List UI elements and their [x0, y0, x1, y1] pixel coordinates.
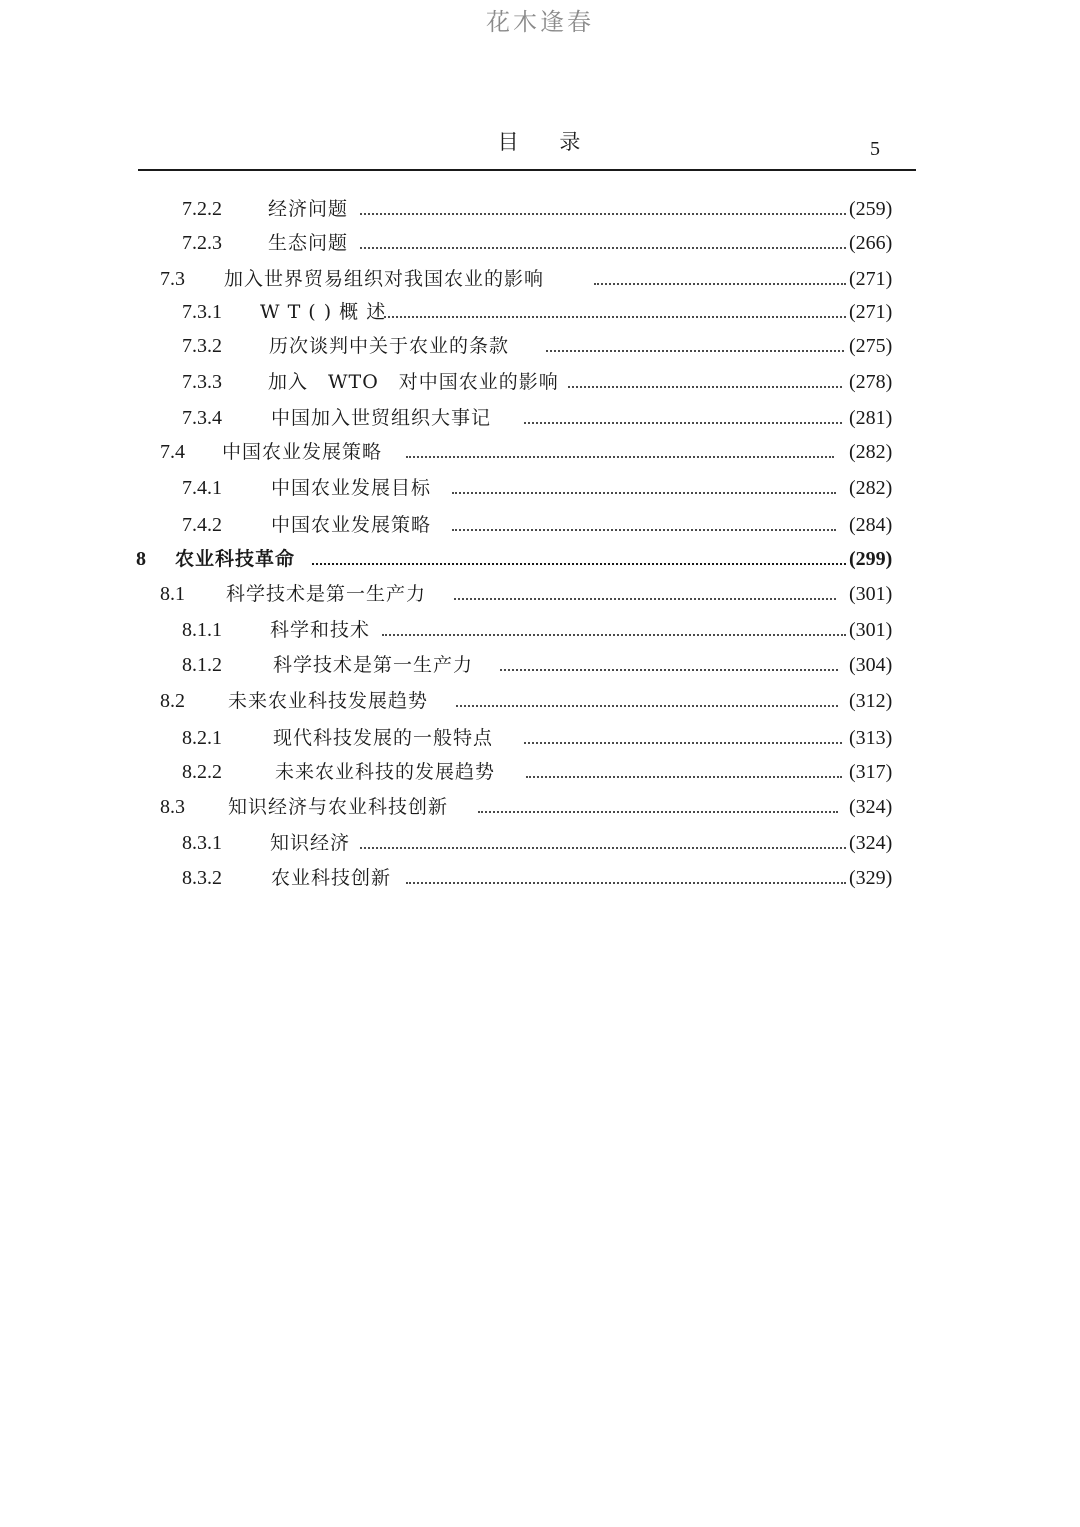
toc-entry-title: 加入世界贸易组织对我国农业的影响 — [224, 268, 545, 290]
toc-entry-page: (301) — [849, 583, 893, 605]
toc-entry-number: 7.4.1 — [182, 477, 222, 499]
toc-entry-number: 7.2.3 — [182, 232, 222, 254]
watermark-text: 花木逢春 — [486, 8, 594, 36]
toc-entry-title: 中国农业发展策略 — [271, 514, 432, 536]
toc-entry — [0, 367, 1080, 397]
toc-entry-page: (282) — [849, 441, 893, 463]
toc-leader-dots — [546, 350, 844, 352]
toc-entry — [0, 437, 1080, 467]
toc-entry-page: (312) — [849, 690, 893, 712]
toc-entry-title: 科学技术是第一生产力 — [273, 654, 474, 676]
toc-entry-number: 8.3.2 — [182, 867, 222, 889]
toc-entry — [0, 828, 1080, 858]
toc-entry-number: 7.4.2 — [182, 514, 222, 536]
toc-entry — [0, 863, 1080, 893]
toc-entry — [0, 194, 1080, 224]
toc-entry-number: 8.2.2 — [182, 761, 222, 783]
toc-entry-page: (324) — [849, 796, 893, 818]
toc-entry-page: (282) — [849, 477, 893, 499]
toc-entry-page: (271) — [849, 301, 893, 323]
toc-entry-page: (275) — [849, 335, 893, 357]
toc-entry — [0, 615, 1080, 645]
toc-entry-page: (299) — [849, 548, 893, 570]
toc-entry-title: 加入 WTO 对中国农业的影响 — [268, 371, 559, 393]
toc-entry — [0, 579, 1080, 609]
toc-entry-number: 8.1 — [160, 583, 185, 605]
toc-entry — [0, 228, 1080, 258]
toc-entry-title: 生态问题 — [268, 232, 349, 254]
toc-entry-number: 7.3.2 — [182, 335, 222, 357]
toc-leader-dots — [384, 316, 846, 318]
header-rule — [138, 169, 916, 171]
toc-leader-dots — [406, 882, 846, 884]
toc-entry — [0, 792, 1080, 822]
toc-entry-title: 未来农业科技发展趋势 — [228, 690, 429, 712]
toc-leader-dots — [360, 213, 846, 215]
toc-entry-number: 7.3.4 — [182, 407, 222, 429]
toc-leader-dots — [452, 529, 836, 531]
toc-leader-dots — [524, 422, 842, 424]
toc-entry — [0, 686, 1080, 716]
toc-entry — [0, 723, 1080, 753]
toc-leader-dots — [524, 742, 842, 744]
toc-entry-page: (266) — [849, 232, 893, 254]
toc-entry-page: (329) — [849, 867, 893, 889]
toc-entry — [0, 757, 1080, 787]
toc-entry-title: 未来农业科技的发展趋势 — [275, 761, 496, 783]
toc-entry-number: 7.4 — [160, 441, 185, 463]
toc-entry-title: 中国农业发展目标 — [271, 477, 432, 499]
toc-entry-number: 8.3 — [160, 796, 185, 818]
toc-entry-number: 8.3.1 — [182, 832, 222, 854]
toc-entry — [0, 510, 1080, 540]
toc-entry-number: 8.1.2 — [182, 654, 222, 676]
toc-entry-page: (304) — [849, 654, 893, 676]
toc-leader-dots — [456, 705, 838, 707]
toc-entry-title: W T ( ) 概 述 — [260, 301, 387, 323]
toc-leader-dots — [478, 811, 838, 813]
toc-entry-title: 农业科技创新 — [271, 867, 392, 889]
toc-entry-page: (284) — [849, 514, 893, 536]
toc-leader-dots — [454, 598, 836, 600]
toc-leader-dots — [568, 386, 842, 388]
toc-entry-title: 中国加入世贸组织大事记 — [271, 407, 492, 429]
toc-leader-dots — [382, 634, 846, 636]
toc-entry-number: 8.1.1 — [182, 619, 222, 641]
toc-entry-number: 7.3.1 — [182, 301, 222, 323]
toc-entry-page: (313) — [849, 727, 893, 749]
toc-entry-number: 8 — [136, 548, 146, 570]
toc-entry — [0, 473, 1080, 503]
toc-entry-title: 中国农业发展策略 — [222, 441, 383, 463]
toc-entry-page: (281) — [849, 407, 893, 429]
toc-entry — [0, 403, 1080, 433]
toc-leader-dots — [594, 283, 846, 285]
toc-entry-page: (301) — [849, 619, 893, 641]
toc-entry-page: (271) — [849, 268, 893, 290]
toc-entry-page: (317) — [849, 761, 893, 783]
page-number: 5 — [870, 138, 880, 160]
toc-entry-title: 现代科技发展的一般特点 — [273, 727, 494, 749]
toc-leader-dots — [360, 847, 846, 849]
toc-leader-dots — [406, 456, 834, 458]
toc-entry-title: 经济问题 — [268, 198, 349, 220]
toc-entry-number: 7.2.2 — [182, 198, 222, 220]
toc-entry — [0, 331, 1080, 361]
toc-leader-dots — [452, 492, 836, 494]
toc-leader-dots — [500, 669, 838, 671]
toc-chapter-entry — [0, 544, 1080, 574]
toc-entry-number: 7.3 — [160, 268, 185, 290]
toc-entry-title: 知识经济与农业科技创新 — [228, 796, 449, 818]
toc-entry-number: 7.3.3 — [182, 371, 222, 393]
toc-entry-number: 8.2.1 — [182, 727, 222, 749]
toc-leader-dots — [526, 776, 842, 778]
toc-entry-number: 8.2 — [160, 690, 185, 712]
toc-entry — [0, 264, 1080, 294]
toc-entry-title: 科学技术是第一生产力 — [226, 583, 427, 605]
toc-entry — [0, 650, 1080, 680]
toc-entry-page: (278) — [849, 371, 893, 393]
toc-entry-title: 历次谈判中关于农业的条款 — [269, 335, 510, 357]
toc-entry-title: 科学和技术 — [270, 619, 371, 641]
toc-leader-dots — [312, 563, 846, 565]
toc-entry-page: (259) — [849, 198, 893, 220]
toc-entry-page: (324) — [849, 832, 893, 854]
page-header-title: 目 录 — [497, 130, 583, 154]
toc-leader-dots — [360, 247, 846, 249]
toc-entry-title: 知识经济 — [270, 832, 351, 854]
toc-entry — [0, 297, 1080, 327]
toc-entry-title: 农业科技革命 — [175, 548, 296, 570]
